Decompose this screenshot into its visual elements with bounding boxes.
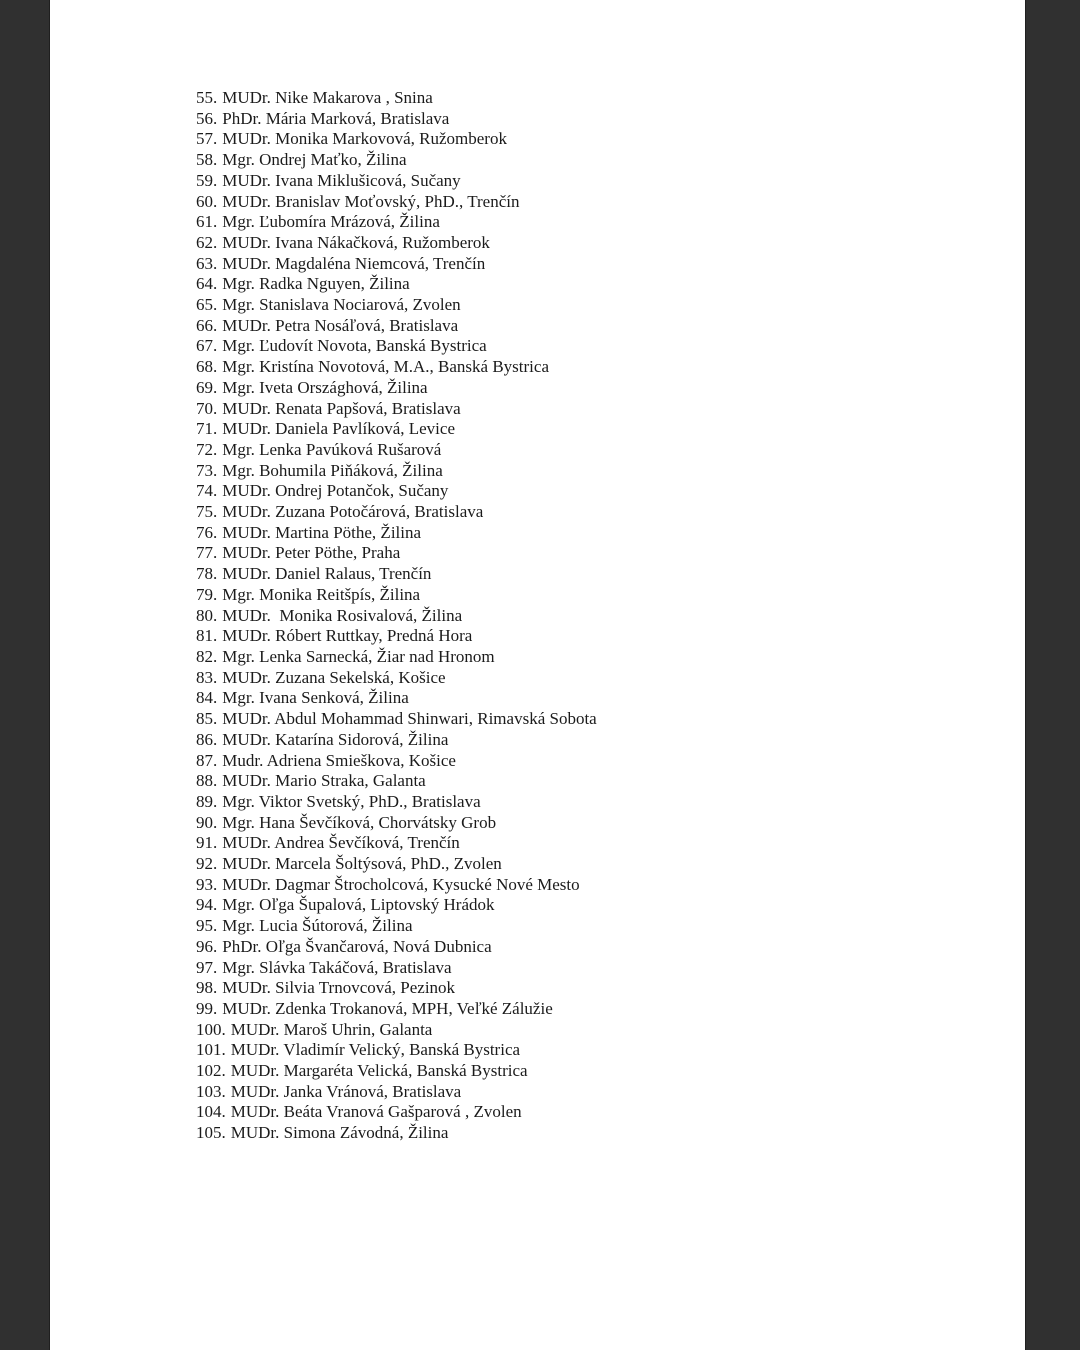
list-item xyxy=(196,523,1005,544)
item-number: 55. xyxy=(196,88,218,107)
list-item xyxy=(196,212,1005,233)
item-text: MUDr. Abdul Mohammad Shinwari, Rimavská Sobota xyxy=(222,709,597,729)
item-number: 56. xyxy=(196,108,218,128)
list-item xyxy=(196,295,1005,316)
item-number: 85. xyxy=(196,709,218,729)
item-text: Mudr. Adriena Smieškova, Košice xyxy=(222,750,456,770)
item-number: 87. xyxy=(196,750,218,770)
item-text: Mgr. Hana Ševčíková, Chorvátsky Grob xyxy=(222,812,497,832)
list-item xyxy=(196,875,1005,896)
list-item xyxy=(196,336,1005,357)
item-text: MUDr. Branislav Moťovský, PhD., Trenčín xyxy=(222,191,520,211)
item-text: Mgr. Bohumila Piňáková, Žilina xyxy=(222,460,443,480)
list-item xyxy=(196,192,1005,213)
item-number: 71. xyxy=(196,419,218,439)
list-item xyxy=(196,833,1005,854)
list-item xyxy=(196,1020,1005,1041)
list-item xyxy=(196,668,1005,689)
item-text: Mgr. Lenka Pavúková Rušarová xyxy=(222,439,442,459)
item-number: 80. xyxy=(196,605,218,625)
item-number: 78. xyxy=(196,564,218,584)
list-item xyxy=(196,813,1005,834)
list-item xyxy=(196,916,1005,937)
item-number: 103. xyxy=(196,1081,226,1101)
list-item xyxy=(196,543,1005,564)
item-number: 95. xyxy=(196,916,218,936)
item-number: 99. xyxy=(196,998,218,1018)
list-item xyxy=(196,1040,1005,1061)
item-number: 100. xyxy=(196,1019,226,1039)
list-item xyxy=(196,150,1005,171)
item-text: MUDr. Marcela Šoltýsová, PhD., Zvolen xyxy=(222,854,502,874)
item-number: 93. xyxy=(196,874,218,894)
item-text: MUDr. Zuzana Potočárová, Bratislava xyxy=(222,502,484,522)
item-text: MUDr. Dagmar Štrocholcová, Kysucké Nové Mesto xyxy=(222,874,580,894)
item-number: 89. xyxy=(196,791,218,811)
list-item xyxy=(196,461,1005,482)
item-text: Mgr. Ľudovít Novota, Banská Bystrica xyxy=(222,336,487,356)
list-item xyxy=(196,978,1005,999)
item-number: 61. xyxy=(196,212,218,232)
item-number: 72. xyxy=(196,439,218,459)
item-text: Mgr. Slávka Takáčová, Bratislava xyxy=(222,957,452,977)
item-text: Mgr. Lucia Šútorová, Žilina xyxy=(222,916,413,936)
item-number: 82. xyxy=(196,646,218,666)
item-text: Mgr. Stanislava Nociarová, Zvolen xyxy=(222,295,461,315)
item-text: PhDr. Mária Marková, Bratislava xyxy=(222,108,450,128)
list-item xyxy=(196,399,1005,420)
item-text: MUDr. Simona Závodná, Žilina xyxy=(230,1123,449,1143)
item-number: 65. xyxy=(196,295,218,315)
list-item xyxy=(196,688,1005,709)
item-number: 84. xyxy=(196,688,218,708)
list-item xyxy=(196,481,1005,502)
item-text: Mgr. Monika Reitšpís, Žilina xyxy=(222,584,421,604)
item-number: 60. xyxy=(196,191,218,211)
item-number: 98. xyxy=(196,978,218,998)
item-text: MUDr. Monika Markovová, Ružomberok xyxy=(222,129,507,149)
item-number: 79. xyxy=(196,584,218,604)
list-item xyxy=(196,502,1005,523)
item-text: PhDr. Oľga Švančarová, Nová Dubnica xyxy=(222,936,492,956)
list-item xyxy=(196,937,1005,958)
list-item xyxy=(196,357,1005,378)
list-item xyxy=(196,88,1005,109)
item-number: 73. xyxy=(196,460,218,480)
item-number: 57. xyxy=(196,129,218,149)
item-text: MUDr. Maroš Uhrin, Galanta xyxy=(230,1019,433,1039)
item-number: 86. xyxy=(196,729,218,749)
item-number: 74. xyxy=(196,481,218,501)
document-page xyxy=(50,0,1025,1350)
item-number: 67. xyxy=(196,336,218,356)
item-number: 63. xyxy=(196,253,218,273)
item-text: MUDr. Peter Pöthe, Praha xyxy=(222,543,401,563)
item-number: 101. xyxy=(196,1040,226,1060)
item-number: 91. xyxy=(196,833,218,853)
item-number: 92. xyxy=(196,854,218,874)
item-number: 75. xyxy=(196,502,218,522)
item-number: 58. xyxy=(196,150,218,170)
item-text: MUDr. Silvia Trnovcová, Pezinok xyxy=(222,978,456,998)
list-item xyxy=(196,233,1005,254)
list-item xyxy=(196,171,1005,192)
item-text: MUDr. Ivana Nákačková, Ružomberok xyxy=(222,232,490,252)
item-number: 104. xyxy=(196,1102,226,1122)
list-item xyxy=(196,999,1005,1020)
item-text: MUDr. Petra Nosáľová, Bratislava xyxy=(222,315,459,335)
item-text: MUDr. Renata Papšová, Bratislava xyxy=(222,398,461,418)
item-number: 66. xyxy=(196,315,218,335)
list-item xyxy=(196,585,1005,606)
list-item xyxy=(196,419,1005,440)
list-item xyxy=(196,1102,1005,1123)
list-item xyxy=(196,626,1005,647)
item-number: 70. xyxy=(196,398,218,418)
item-number: 96. xyxy=(196,936,218,956)
list-item xyxy=(196,895,1005,916)
list-item xyxy=(196,751,1005,772)
item-text: Mgr. Ivana Senková, Žilina xyxy=(222,688,409,708)
list-item xyxy=(196,564,1005,585)
list-item xyxy=(196,730,1005,751)
item-number: 97. xyxy=(196,957,218,977)
item-text: MUDr. Monika Rosivalová, Žilina xyxy=(222,605,463,625)
list-item xyxy=(196,1061,1005,1082)
item-number: 90. xyxy=(196,812,218,832)
item-text: Mgr. Kristína Novotová, M.A., Banská Bystrica xyxy=(222,357,549,377)
item-text: Mgr. Lenka Sarnecká, Žiar nad Hronom xyxy=(222,646,495,666)
list-item xyxy=(196,129,1005,150)
item-text: MUDr. Martina Pöthe, Žilina xyxy=(222,522,422,542)
item-number: 62. xyxy=(196,232,218,252)
item-text: MUDr. Katarína Sidorová, Žilina xyxy=(222,729,449,749)
item-number: 88. xyxy=(196,771,218,791)
item-text: Mgr. Ľubomíra Mrázová, Žilina xyxy=(222,212,440,232)
list-item xyxy=(196,606,1005,627)
item-text: MUDr. Daniel Ralaus, Trenčín xyxy=(222,564,432,584)
item-number: 69. xyxy=(196,377,218,397)
item-text: MUDr. Daniela Pavlíková, Levice xyxy=(222,419,455,439)
item-text: MUDr. Vladimír Velický, Banská Bystrica xyxy=(230,1040,521,1060)
item-text: MUDr. Zdenka Trokanová, MPH, Veľké Zálužie xyxy=(222,998,553,1018)
list-item xyxy=(196,1123,1005,1144)
item-text: MUDr. Margaréta Velická, Banská Bystrica xyxy=(230,1061,528,1081)
item-text: Mgr. Viktor Svetský, PhD., Bratislava xyxy=(222,791,481,811)
list-item xyxy=(196,854,1005,875)
item-text: MUDr. Ivana Miklušicová, Sučany xyxy=(222,170,461,190)
item-text: MUDr. Magdaléna Niemcová, Trenčín xyxy=(222,253,486,273)
item-number: 94. xyxy=(196,895,218,915)
item-text: MUDr. Beáta Vranová Gašparová , Zvolen xyxy=(230,1102,522,1122)
list-item xyxy=(196,378,1005,399)
list-item xyxy=(196,958,1005,979)
item-text: Mgr. Iveta Országhová, Žilina xyxy=(222,377,428,397)
item-text: Mgr. Radka Nguyen, Žilina xyxy=(222,274,410,294)
list-item xyxy=(196,771,1005,792)
item-text: MUDr. Zuzana Sekelská, Košice xyxy=(222,667,446,687)
list-item xyxy=(196,647,1005,668)
list-item xyxy=(196,316,1005,337)
item-text: MUDr. Róbert Ruttkay, Predná Hora xyxy=(222,626,473,646)
list-item xyxy=(196,792,1005,813)
list-item xyxy=(196,274,1005,295)
item-text: MUDr. Ondrej Potančok, Sučany xyxy=(222,481,449,501)
list-item xyxy=(196,440,1005,461)
item-text: MUDr. Mario Straka, Galanta xyxy=(222,771,426,791)
item-number: 105. xyxy=(196,1123,226,1143)
item-text: Mgr. Oľga Šupalová, Liptovský Hrádok xyxy=(222,895,495,915)
item-text: MUDr. Nike Makarova , Snina xyxy=(222,88,433,107)
item-number: 81. xyxy=(196,626,218,646)
list-item xyxy=(196,254,1005,275)
registry-name-list xyxy=(196,88,1005,1144)
item-number: 59. xyxy=(196,170,218,190)
list-item xyxy=(196,109,1005,130)
list-item xyxy=(196,709,1005,730)
item-number: 77. xyxy=(196,543,218,563)
item-number: 64. xyxy=(196,274,218,294)
item-text: Mgr. Ondrej Maťko, Žilina xyxy=(222,150,407,170)
item-number: 68. xyxy=(196,357,218,377)
item-text: MUDr. Andrea Ševčíková, Trenčín xyxy=(222,833,460,853)
item-number: 76. xyxy=(196,522,218,542)
item-number: 102. xyxy=(196,1061,226,1081)
list-item xyxy=(196,1082,1005,1103)
item-number: 83. xyxy=(196,667,218,687)
item-text: MUDr. Janka Vránová, Bratislava xyxy=(230,1081,462,1101)
